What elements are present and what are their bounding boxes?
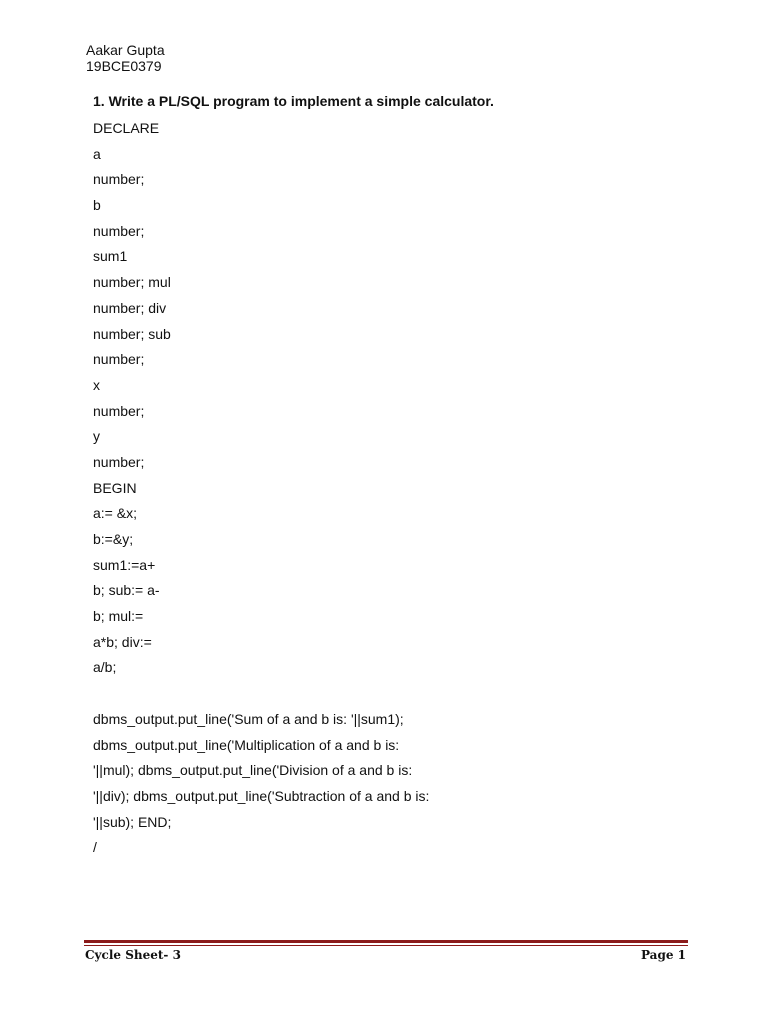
code-line: / xyxy=(93,839,97,856)
code-line: y xyxy=(93,428,100,445)
page-header xyxy=(86,42,165,74)
code-line: sum1 xyxy=(93,248,128,265)
code-line: a xyxy=(93,145,101,162)
code-line: number; mul xyxy=(93,274,171,291)
page-number: Page 1 xyxy=(640,948,686,962)
code-line: b:=&y; xyxy=(93,531,134,547)
code-line: '||sub); END; xyxy=(93,813,172,830)
code-line: b; sub:= a- xyxy=(93,582,160,599)
question-heading: 1. Write a PL/SQL program to implement a simple calculator. xyxy=(93,93,494,109)
code-line: DECLARE xyxy=(93,120,160,136)
code-line: number; xyxy=(93,171,145,188)
code-line: number; xyxy=(93,351,145,368)
author-name: Aakar Gupta xyxy=(86,42,165,58)
code-line: a/b; xyxy=(93,659,117,676)
code-line: b; mul:= xyxy=(93,608,144,625)
code-line: number; xyxy=(93,402,145,419)
footer-sheet-label: Cycle Sheet- 3 xyxy=(85,948,181,962)
code-line: number; sub xyxy=(93,325,171,342)
code-line: b xyxy=(93,197,101,214)
code-line xyxy=(93,684,429,710)
code-line: '||div); dbms_output.put_line('Subtraction of a and b is: xyxy=(93,787,430,804)
code-line: '||mul); dbms_output.put_line('Division of a and b is: xyxy=(93,762,413,779)
code-line: number; xyxy=(93,453,145,470)
code-line: x xyxy=(93,376,100,393)
code-line: number; xyxy=(93,222,145,239)
code-line: sum1:=a+ xyxy=(93,556,156,573)
code-line: BEGIN xyxy=(93,479,137,496)
code-line: a:= &x; xyxy=(93,505,137,522)
code-listing xyxy=(93,119,429,864)
registration-number: 19BCE0379 xyxy=(86,58,162,74)
code-line: dbms_output.put_line('Multiplication of a and b is: xyxy=(93,736,400,753)
footer-rule-thin xyxy=(84,945,688,946)
code-line: a*b; div:= xyxy=(93,633,152,650)
code-line: dbms_output.put_line('Sum of a and b is: '||sum1); xyxy=(93,710,404,727)
code-line: number; div xyxy=(93,299,167,316)
footer-rule-thick xyxy=(84,940,688,943)
